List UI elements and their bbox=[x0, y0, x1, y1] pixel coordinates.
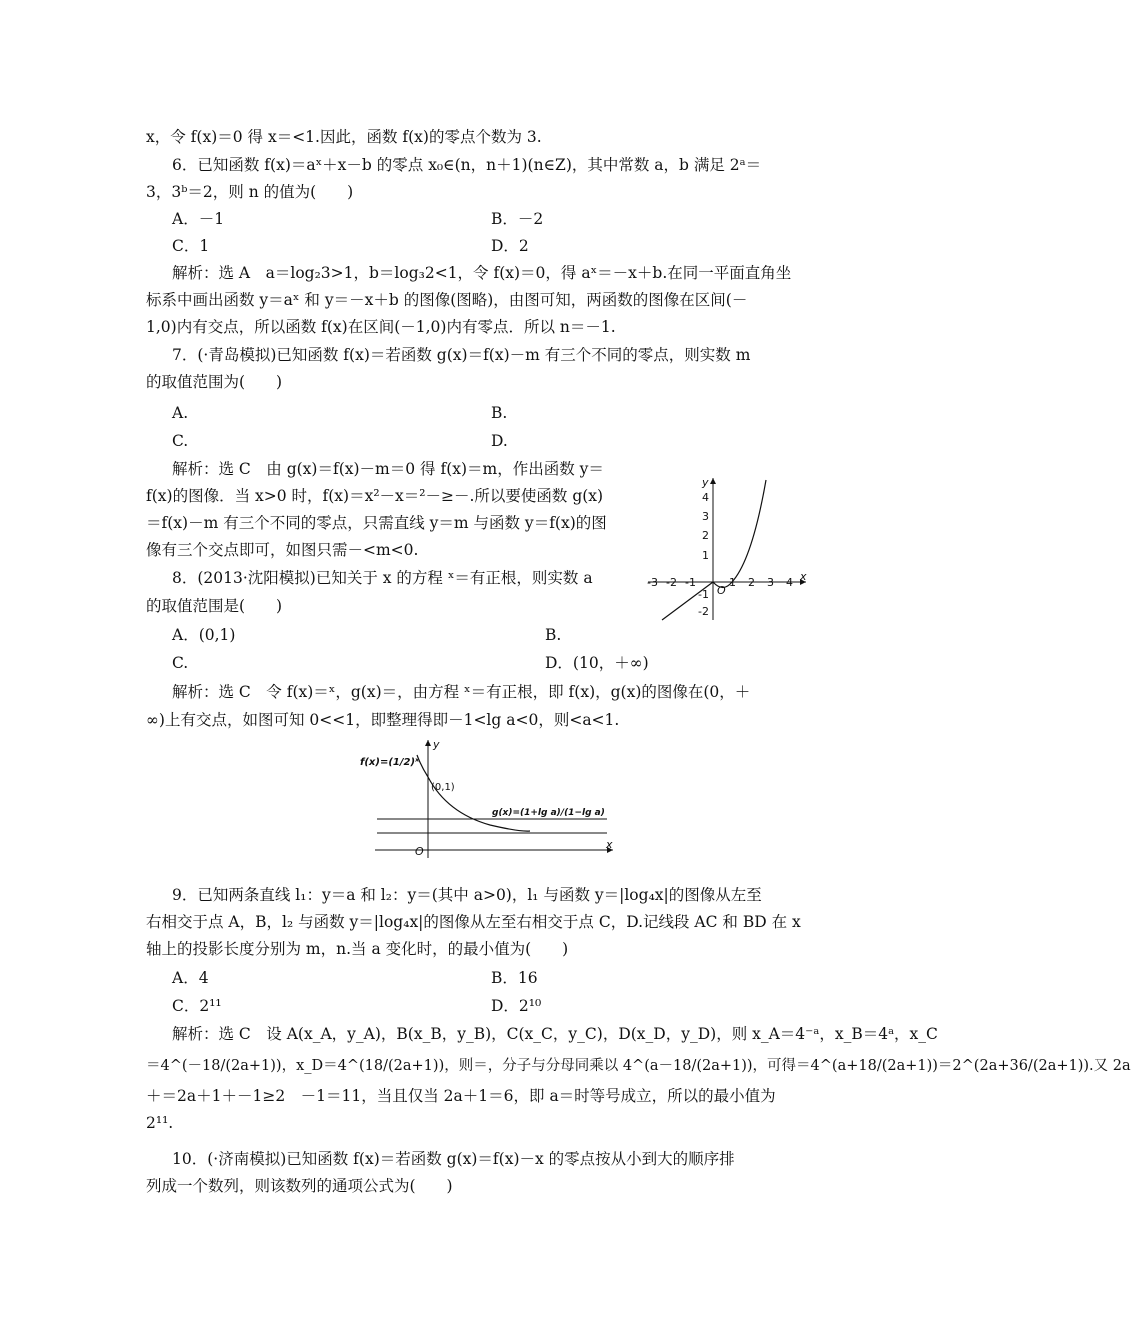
option-d: D．(10，＋∞) bbox=[545, 654, 649, 672]
y-axis-label: y bbox=[433, 738, 440, 751]
option-c: C．1 bbox=[172, 237, 210, 255]
f-function-label: f(x)=(1/2)ˣ bbox=[360, 757, 420, 768]
option-d: D．2¹⁰ bbox=[491, 997, 542, 1015]
y-tick-label: 2 bbox=[702, 529, 709, 542]
question-6: 6．已知函数 f(x)＝aˣ＋x－b 的零点 x₀∈(n，n＋1)(n∈Z)，其中常数 a，b 满足 2ᵃ＝ bbox=[172, 156, 762, 174]
text-line: 的取值范围为( ) bbox=[146, 373, 283, 391]
origin-label: O bbox=[717, 584, 726, 597]
g-function-label: g(x)=(1+lg a)/(1−lg a) bbox=[492, 808, 605, 818]
text-line: 2¹¹. bbox=[146, 1114, 174, 1132]
solution-text: 解析：选 C 设 A(x_A，y_A)，B(x_B，y_B)，C(x_C，y_C)，D(x_D，y_D)，则 x_A＝4⁻ᵃ，x_B＝4ᵃ，x_C bbox=[172, 1025, 938, 1043]
text-line: 右相交于点 A，B，l₂ 与函数 y＝|log₄x|的图像从左至右相交于点 C，D.记线段 AC 和 BD 在 x bbox=[146, 913, 801, 931]
origin-label: O bbox=[415, 845, 424, 858]
text-line: f(x)的图像．当 x>0 时，f(x)＝x²－x＝²－≥－.所以要使函数 g(x) bbox=[146, 487, 604, 505]
text-line: ∞)上有交点，如图可知 0<<1，即整理得即－1<lg a<0，则<a<1. bbox=[146, 711, 620, 729]
x-tick-label: -1 bbox=[685, 576, 696, 589]
text-line: 1,0)内有交点，所以函数 f(x)在区间(－1,0)内有零点．所以 n＝－1. bbox=[146, 318, 616, 336]
text-line: 3，3ᵇ＝2，则 n 的值为( ) bbox=[146, 183, 354, 201]
question-9: 9．已知两条直线 l₁：y＝a 和 l₂：y＝(其中 a>0)，l₁ 与函数 y＝|log₄x|的图像从左至 bbox=[172, 886, 762, 904]
x-tick-label: 2 bbox=[748, 576, 755, 589]
question-7: 7．(·青岛模拟)已知函数 f(x)＝若函数 g(x)＝f(x)－m 有三个不同的零点，则实数 m bbox=[172, 346, 751, 364]
y-tick-label: 1 bbox=[702, 549, 709, 562]
solution-text: 解析：选 C 由 g(x)＝f(x)－m＝0 得 f(x)＝m，作出函数 y＝ bbox=[172, 460, 604, 478]
option-b: B. bbox=[491, 404, 508, 422]
option-a: A. bbox=[172, 404, 189, 422]
y-tick-label: -1 bbox=[698, 588, 709, 601]
text-line: 列成一个数列，则该数列的通项公式为( ) bbox=[146, 1177, 453, 1195]
text-line: ＋＝2a＋1＋－1≥2 －1＝11，当且仅当 2a＋1＝6，即 a＝时等号成立，所以的最小值为 bbox=[146, 1087, 776, 1105]
y-axis-arrow bbox=[710, 478, 716, 484]
option-c: C. bbox=[172, 654, 189, 672]
question-8: 8．(2013·沈阳模拟)已知关于 x 的方程 ˣ＝有正根，则实数 a bbox=[172, 569, 593, 587]
text-line: 像有三个交点即可，如图只需－<m<0. bbox=[146, 541, 419, 559]
option-d: D．2 bbox=[491, 237, 529, 255]
option-a: A．(0,1) bbox=[172, 626, 236, 644]
solution-text: 解析：选 A a＝log₂3>1，b＝log₃2<1，令 f(x)＝0，得 aˣ＝－x＋b.在同一平面直角坐 bbox=[172, 264, 792, 282]
y-tick-label: -2 bbox=[698, 605, 709, 618]
option-d: D. bbox=[491, 432, 508, 450]
point-label: (0,1) bbox=[431, 782, 455, 793]
text-line: ＝f(x)－m 有三个不同的零点，只需直线 y＝m 与函数 y＝f(x)的图 bbox=[146, 514, 607, 532]
graph-question-8 bbox=[355, 735, 620, 860]
parabola-branch bbox=[713, 480, 766, 588]
solution-text: 解析：选 C 令 f(x)＝ˣ，g(x)＝，由方程 ˣ＝有正根，即 f(x)，g(x)的图像在(0，＋ bbox=[172, 683, 751, 701]
x-tick-label: 4 bbox=[786, 576, 793, 589]
option-c: C．2¹¹ bbox=[172, 997, 222, 1015]
text-line: 标系中画出函数 y＝aˣ 和 y＝－x＋b 的图像(图略)，由图可知，两函数的图像在区间(－ bbox=[146, 291, 748, 309]
y-tick-label: 3 bbox=[702, 510, 709, 523]
x-tick-label: 3 bbox=[767, 576, 774, 589]
text-line: 轴上的投影长度分别为 m，n.当 a 变化时，的最小值为( ) bbox=[146, 940, 569, 958]
y-axis-arrow bbox=[425, 740, 431, 746]
option-b: B．－2 bbox=[491, 210, 544, 228]
option-c: C. bbox=[172, 432, 189, 450]
x-tick-label: 1 bbox=[729, 576, 736, 589]
y-axis-label: y bbox=[702, 476, 709, 489]
text-line: x，令 f(x)＝0 得 x＝<1.因此，函数 f(x)的零点个数为 3. bbox=[146, 128, 542, 146]
option-a: A．－1 bbox=[172, 210, 225, 228]
graph-question-7 bbox=[640, 470, 815, 625]
text-line: 的取值范围是( ) bbox=[146, 597, 283, 615]
x-tick-label: -2 bbox=[666, 576, 677, 589]
text-line: ＝4^(－18/(2a+1))，x_D＝4^(18/(2a+1))，则＝，分子与分母同乘以 4^(a－18/(2a+1))，可得＝4^(a+18/(2a+1))＝2^(2a+36/(2a+1)).又 2a bbox=[146, 1058, 1131, 1074]
question-10: 10．(·济南模拟)已知函数 f(x)＝若函数 g(x)＝f(x)－x 的零点按从小到大的顺序排 bbox=[172, 1150, 735, 1168]
option-a: A．4 bbox=[172, 969, 209, 987]
x-axis-label: x bbox=[606, 838, 613, 851]
option-b: B. bbox=[545, 626, 562, 644]
option-b: B．16 bbox=[491, 969, 538, 987]
x-axis-label: x bbox=[800, 570, 807, 583]
y-tick-label: 4 bbox=[702, 491, 709, 504]
x-tick-label: -3 bbox=[647, 576, 658, 589]
